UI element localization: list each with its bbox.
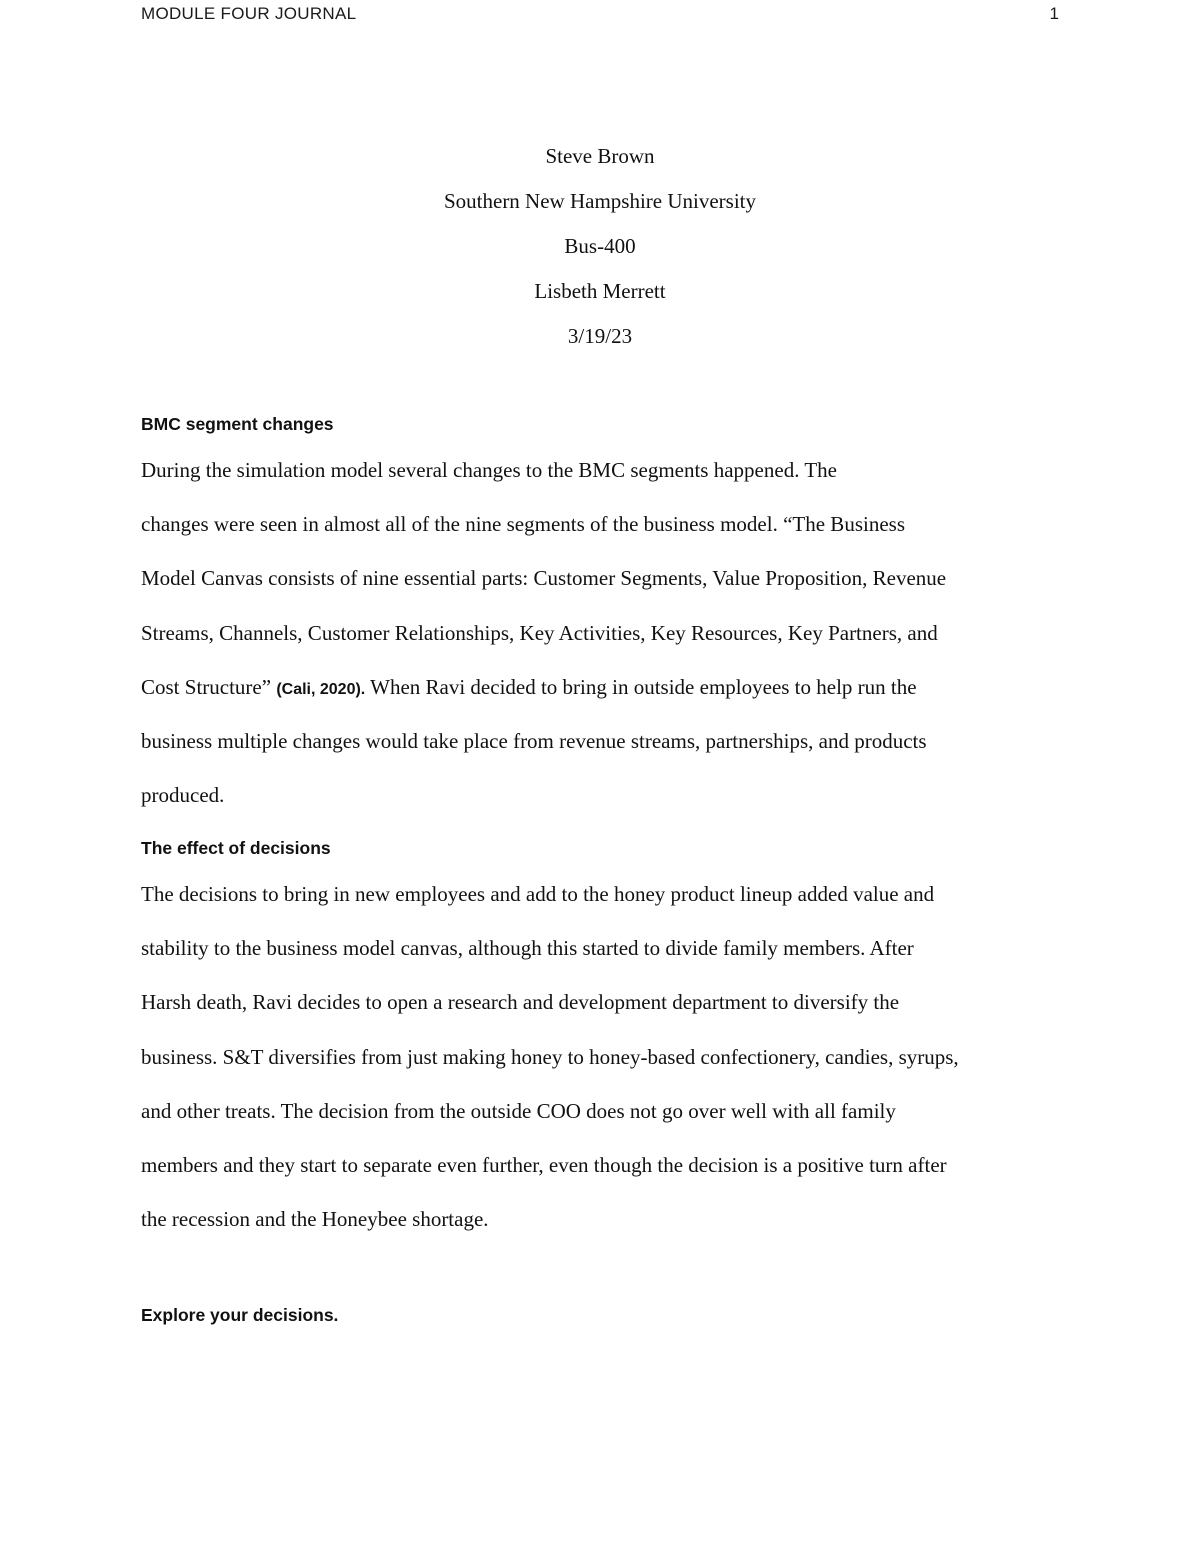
author-name: Steve Brown [545,144,655,168]
paragraph-line: stability to the business model canvas, although this started to divide family members. After [141,936,914,961]
page-number: 1 [1049,4,1059,23]
paragraph-line: Model Canvas consists of nine essential parts: Customer Segments, Value Proposition, Revenue [141,566,947,591]
paragraph-line: business. S&T diversifies from just making honey to honey-based confectionery, candies, syrups, [141,1044,959,1069]
section-heading-explore-your-decisions: Explore your decisions. [141,1305,339,1325]
institution-name: Southern New Hampshire University [443,189,757,213]
submission-date: 3/19/23 [567,324,633,348]
course-code: Bus-400 [564,234,636,258]
paragraph-line: During the simulation model several changes to the BMC segments happened. The [141,458,837,482]
paragraph-line: the recession and the Honeybee shortage. [141,1207,489,1232]
paragraph-line: The decisions to bring in new employees and add to the honey product lineup added value and [141,882,935,906]
paragraph-line: members and they start to separate even further, even though the decision is a positive turn after [141,1152,947,1177]
section-heading-effect-of-decisions: The effect of decisions [141,838,331,858]
line-text: Cost Structure” [141,674,277,699]
paragraph-line: Streams, Channels, Customer Relationships, Key Activities, Key Resources, Key Partners, and [141,620,938,645]
effect-of-decisions-paragraph [141,876,1061,1255]
instructor-name: Lisbeth Merrett [534,279,666,303]
paragraph-line: business multiple changes would take place from revenue streams, partnerships, and products [141,728,927,753]
running-head: MODULE FOUR JOURNAL [141,4,357,23]
paragraph-line: changes were seen in almost all of the nine segments of the business model. “The Business [141,512,905,537]
paragraph-line: Harsh death, Ravi decides to open a research and development department to diversify the [141,990,900,1015]
bmc-changes-paragraph [141,452,1061,831]
paragraph-line-with-citation [141,669,1061,723]
paragraph-line: and other treats. The decision from the outside COO does not go over well with all family [141,1098,896,1123]
line-text: When Ravi decided to bring in outside employees to help run the [365,674,917,699]
title-block [0,138,1200,363]
citation: (Cali, 2020). [276,680,366,698]
section-heading-bmc-segment-changes: BMC segment changes [141,414,334,434]
paragraph-line: produced. [141,783,225,808]
